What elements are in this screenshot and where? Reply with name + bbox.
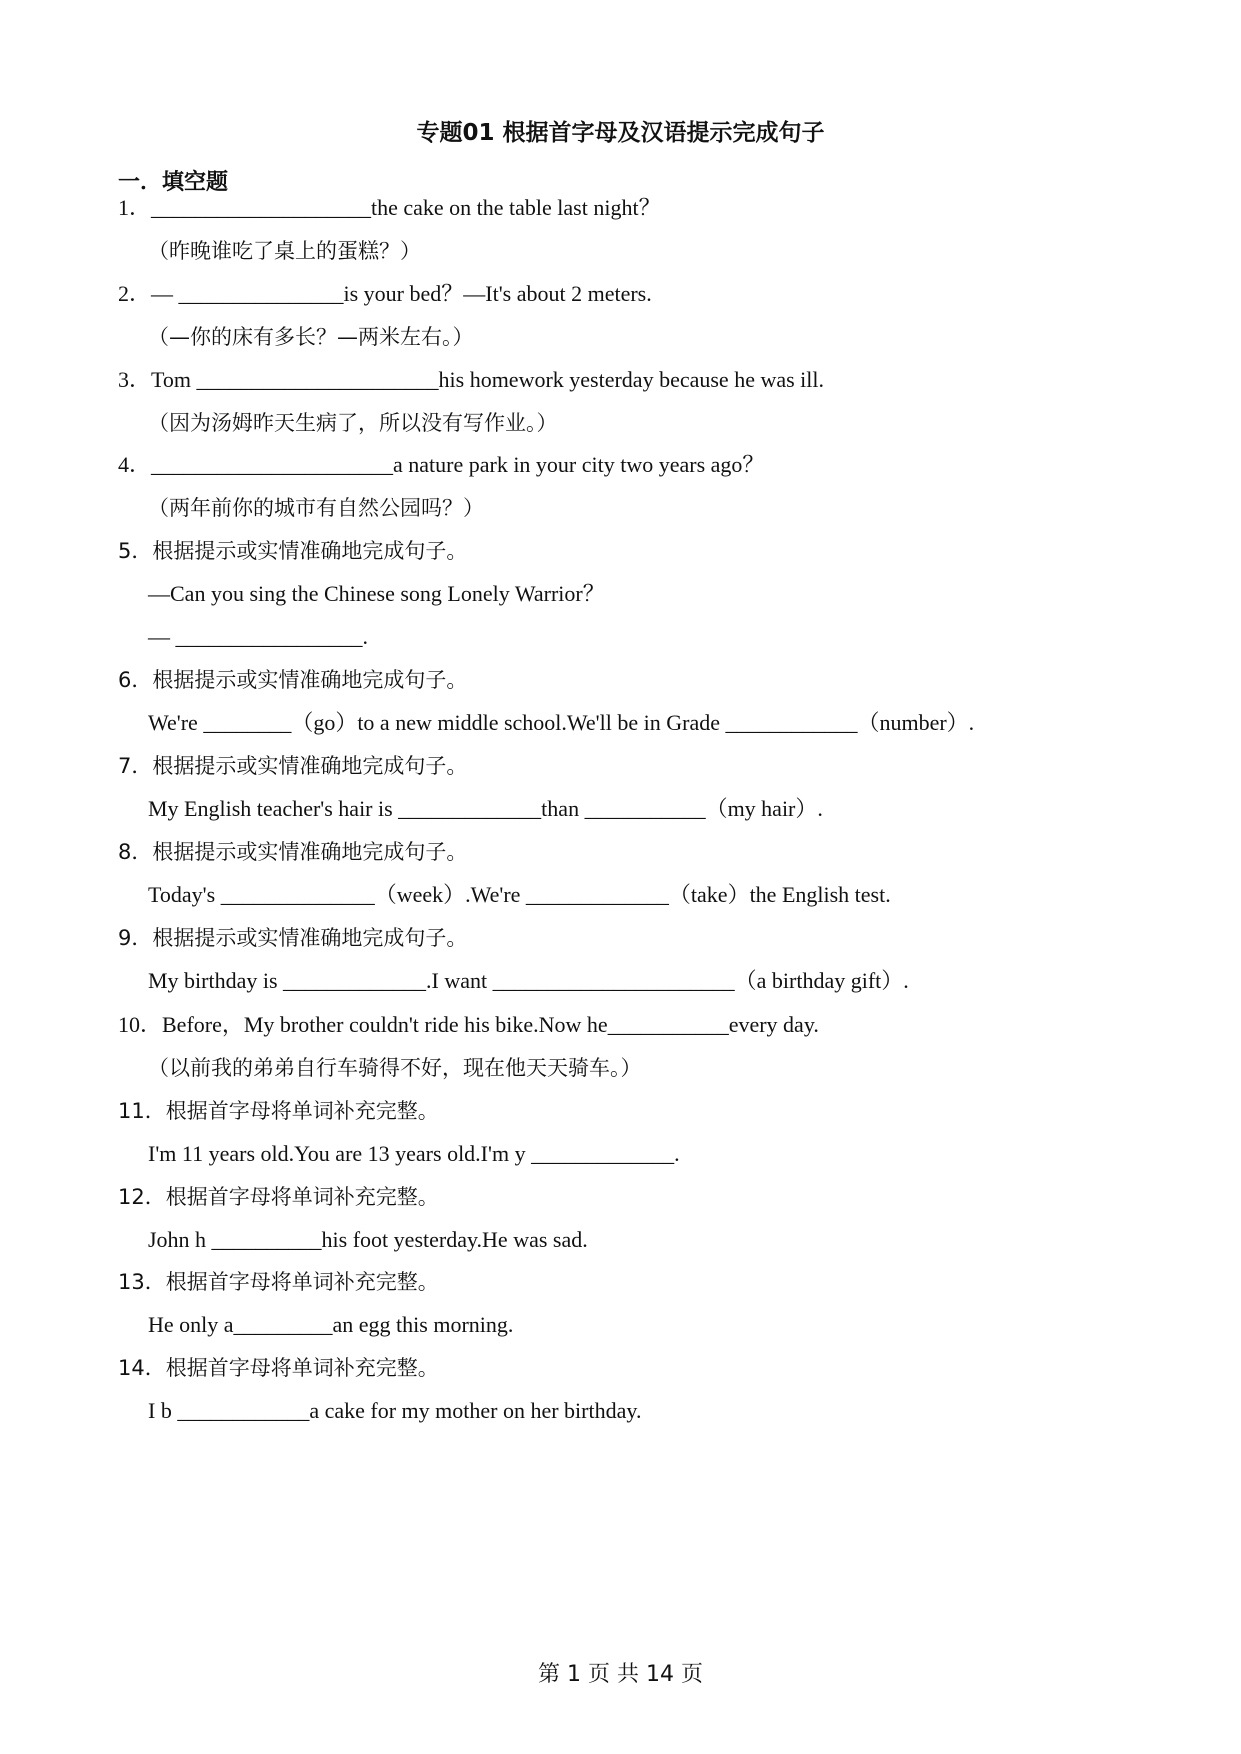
question-8-line: Today's ______________（week）.We're _____________（take）the English test. <box>148 882 891 907</box>
question-9-line: My birthday is _____________.I want ______________________（a birthday gift）. <box>148 968 909 993</box>
question-1: 1．____________________the cake on the table last night？ <box>118 195 661 220</box>
question-8: 8．根据提示或实情准确地完成句子。 <box>118 840 468 864</box>
question-5-line-2: — _________________. <box>148 624 368 649</box>
question-10: 10．Before，My brother couldn't ride his bike.Now he___________every day. <box>118 1012 819 1037</box>
question-7: 7．根据提示或实情准确地完成句子。 <box>118 754 468 778</box>
question-13-line: He only a_________an egg this morning. <box>148 1312 514 1337</box>
question-4-hint: （两年前你的城市有自然公园吗？） <box>148 496 484 520</box>
question-3: 3．Tom ______________________his homework yesterday because he was ill. <box>118 367 825 392</box>
question-1-hint: （昨晚谁吃了桌上的蛋糕？） <box>148 239 421 263</box>
question-11-line: I'm 11 years old.You are 13 years old.I'm y _____________. <box>148 1141 680 1166</box>
question-13: 13．根据首字母将单词补充完整。 <box>118 1270 439 1294</box>
question-12-line: John h __________his foot yesterday.He was sad. <box>148 1227 588 1252</box>
question-2-hint: （—你的床有多长？—两米左右。） <box>148 325 474 349</box>
question-2: 2．— _______________is your bed？—It's about 2 meters. <box>118 281 652 306</box>
document-title: 专题01 根据首字母及汉语提示完成句子 <box>416 120 825 146</box>
question-9: 9．根据提示或实情准确地完成句子。 <box>118 926 468 950</box>
page-footer: 第 1 页 共 14 页 <box>538 1662 703 1687</box>
question-6: 6．根据提示或实情准确地完成句子。 <box>118 668 468 692</box>
question-11: 11．根据首字母将单词补充完整。 <box>118 1099 439 1123</box>
question-4: 4．______________________a nature park in your city two years ago？ <box>118 452 765 477</box>
question-12: 12．根据首字母将单词补充完整。 <box>118 1185 439 1209</box>
question-10-hint: （以前我的弟弟自行车骑得不好，现在他天天骑车。） <box>148 1056 642 1080</box>
section-heading: 一．填空题 <box>118 170 229 195</box>
question-5-line-1: —Can you sing the Chinese song Lonely Warrior？ <box>148 581 605 606</box>
question-14: 14．根据首字母将单词补充完整。 <box>118 1356 439 1380</box>
question-6-line: We're ________（go）to a new middle school.We'll be in Grade ____________（number）. <box>148 710 975 735</box>
question-14-line: I b ____________a cake for my mother on her birthday. <box>148 1398 642 1423</box>
question-7-line: My English teacher's hair is _____________than ___________（my hair）. <box>148 796 823 821</box>
question-3-hint: （因为汤姆昨天生病了，所以没有写作业。） <box>148 411 558 435</box>
question-5: 5．根据提示或实情准确地完成句子。 <box>118 539 468 563</box>
